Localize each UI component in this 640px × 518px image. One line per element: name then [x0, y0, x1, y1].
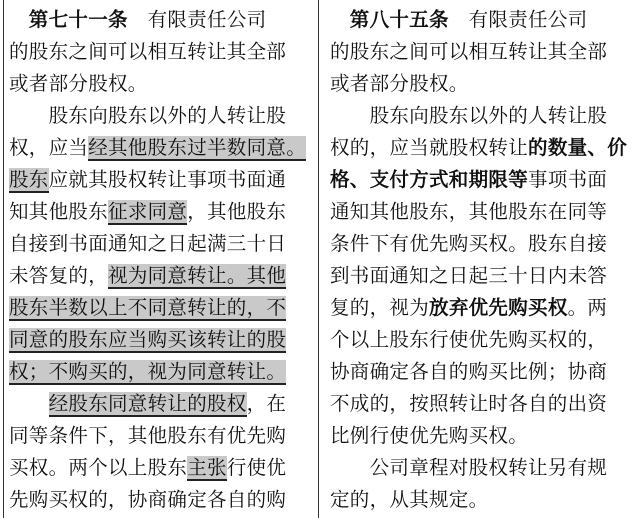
- right-text-line: [330, 164, 607, 196]
- text-segment: 通知其他股东，其他股东在同等: [330, 200, 608, 223]
- highlighted-text: 征求同意: [108, 200, 188, 223]
- text-segment: 权的，应当就股权转让: [330, 136, 529, 159]
- text-segment: 有限责任公司: [127, 8, 267, 31]
- highlighted-text: 主张: [187, 456, 227, 479]
- left-text-line: [9, 260, 286, 292]
- left-text-line: [9, 356, 286, 388]
- text-segment: 协商确定各自的购买比例；协商: [330, 360, 608, 383]
- right-text-line: [330, 260, 607, 292]
- right-text-line: [330, 132, 627, 164]
- text-segment: 自接到书面通知之日起满三十日: [9, 232, 287, 255]
- text-segment: 定的，从其规定。: [330, 488, 489, 511]
- bold-text: 第八十五条: [330, 8, 449, 31]
- left-text-line: [9, 196, 286, 228]
- text-segment: 复的，视为: [330, 296, 430, 319]
- left-text-line: [9, 36, 286, 68]
- text-segment: 事项书面: [528, 168, 608, 191]
- left-text-line: [9, 100, 286, 132]
- highlighted-text: 视为同意转让。其他: [108, 264, 287, 287]
- text-segment: 权，应当: [9, 136, 89, 159]
- highlighted-text: 经其他股东过半数同意。: [88, 136, 307, 159]
- text-segment: 条件下有优先购买权。股东自接: [330, 232, 608, 255]
- right-text-line: [330, 484, 488, 516]
- text-segment: 行使优: [226, 456, 287, 479]
- right-text-line: [330, 36, 607, 68]
- left-text-line: [9, 68, 148, 100]
- text-segment: 公司章程对股权转让另有规: [330, 456, 608, 479]
- right-text-line: [330, 324, 607, 356]
- highlighted-text: 股东半数以上不同意转让的，不: [9, 296, 287, 319]
- text-segment: ，其他股东: [187, 200, 287, 223]
- text-segment: 同等条件下，其他股东有优先购: [9, 424, 287, 447]
- column-divider-line: [318, 0, 319, 518]
- highlighted-text: 同意的股东应当购买该转让的股: [9, 328, 287, 351]
- left-border-line: [3, 0, 4, 518]
- left-text-line: [9, 164, 286, 196]
- right-text-line: [330, 4, 587, 36]
- highlighted-text: 权；不购买的，视为同意转让。: [9, 360, 287, 383]
- bold-text: 放弃优先购买权: [429, 296, 568, 319]
- left-text-line: [9, 292, 286, 324]
- left-text-line: [9, 484, 286, 516]
- text-segment: 不成的，按照转让时各自的出资: [330, 392, 608, 415]
- right-text-line: [330, 388, 607, 420]
- right-text-line: [330, 356, 607, 388]
- right-text-line: [330, 228, 607, 260]
- text-segment: 个以上股东行使优先购买权的，: [330, 328, 608, 351]
- text-segment: 先购买权的，协商确定各自的购: [9, 488, 287, 511]
- right-text-line: [330, 420, 528, 452]
- bold-text: 格、支付方式和期限等: [330, 168, 529, 191]
- text-segment: 股东向股东以外的人转让股: [330, 104, 608, 127]
- text-segment: 的股东之间可以相互转让其全部: [9, 40, 287, 63]
- right-text-line: [330, 196, 607, 228]
- left-text-line: [9, 452, 286, 484]
- highlighted-text: 股东: [9, 168, 49, 191]
- left-text-line: [9, 324, 286, 356]
- text-segment: 股东向股东以外的人转让股: [9, 104, 287, 127]
- text-segment: 知其他股东: [9, 200, 109, 223]
- left-text-line: [9, 4, 266, 36]
- text-segment: 比例行使优先购买权。: [330, 424, 529, 447]
- text-segment: 应就其股权转让事项书面通: [48, 168, 287, 191]
- right-text-line: [330, 452, 607, 484]
- bold-text: 的数量、价: [528, 136, 628, 159]
- left-text-line: [9, 228, 286, 260]
- right-text-line: [330, 68, 469, 100]
- text-segment: 到书面通知之日起三十日内未答: [330, 264, 608, 287]
- text-segment: [9, 392, 49, 415]
- text-segment: 。两: [567, 296, 608, 319]
- text-segment: 未答复的，: [9, 264, 109, 287]
- bold-text: 第七十一条: [9, 8, 128, 31]
- text-segment: 或者部分股权。: [9, 72, 148, 95]
- left-text-line: [9, 388, 286, 420]
- left-text-line: [9, 132, 306, 164]
- left-text-line: [9, 420, 286, 452]
- text-segment: ，在: [246, 392, 287, 415]
- right-text-line: [330, 100, 607, 132]
- right-text-line: [330, 292, 607, 324]
- highlighted-text: 经股东同意转让的股权: [48, 392, 247, 415]
- text-segment: 的股东之间可以相互转让其全部: [330, 40, 608, 63]
- text-segment: 或者部分股权。: [330, 72, 469, 95]
- text-segment: 买权。两个以上股东: [9, 456, 188, 479]
- text-segment: 有限责任公司: [448, 8, 588, 31]
